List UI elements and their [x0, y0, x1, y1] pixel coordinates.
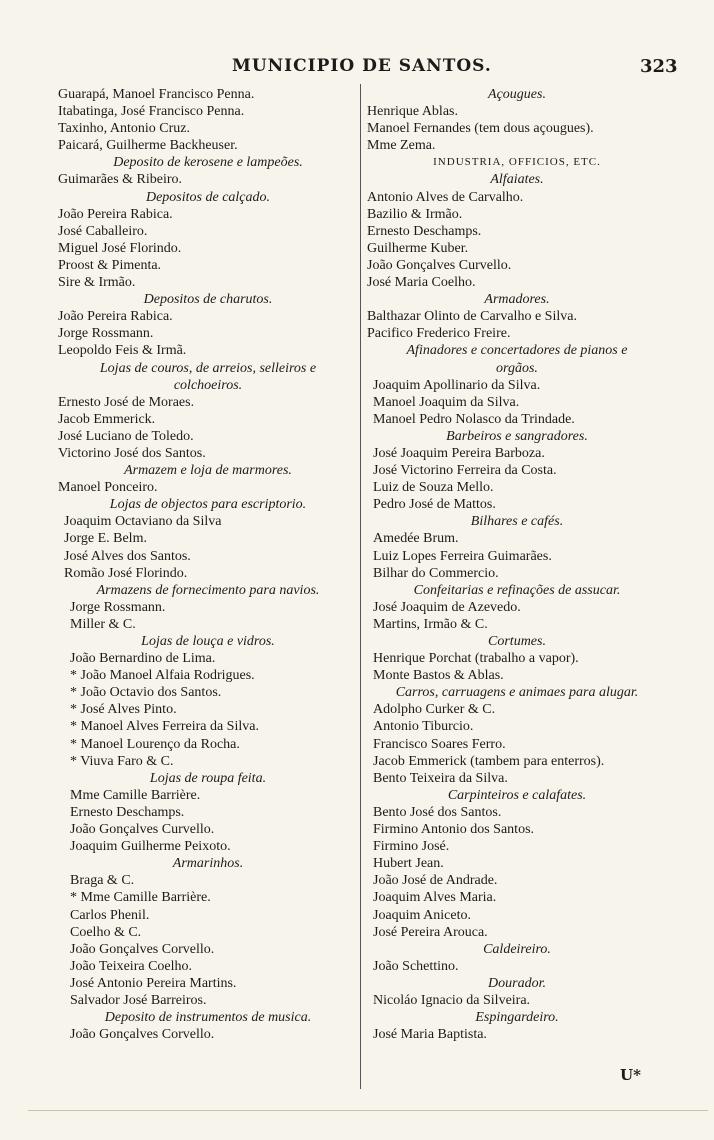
section-heading: Lojas de roupa feita. — [149, 770, 267, 786]
section-heading: Açougues. — [488, 87, 546, 102]
section-heading: Armazens de fornecimento para navios. — [96, 582, 320, 598]
directory-entry: Guarapá, Manoel Francisco Penna. — [58, 87, 255, 102]
directory-entry: Ernesto Deschamps. — [367, 223, 482, 239]
directory-entry: Francisco Soares Ferro. — [373, 736, 506, 752]
section-heading: Depositos de calçado. — [145, 189, 271, 205]
column-divider — [360, 84, 361, 1089]
directory-entry: João José de Andrade. — [373, 873, 498, 889]
directory-entry: Taxinho, Antonio Cruz. — [58, 121, 191, 137]
directory-entry: José Antonio Pereira Martins. — [70, 975, 237, 991]
directory-entry: Jacob Emmerick (tambem para enterros). — [373, 753, 605, 769]
directory-entry: Amedée Brum. — [373, 531, 459, 547]
page-edge — [28, 1110, 708, 1111]
directory-entry: João Pereira Rabica. — [58, 206, 173, 222]
directory-entry: * João Octavio dos Santos. — [70, 685, 222, 701]
section-heading: Cortumes. — [488, 634, 546, 649]
directory-entry: Adolpho Curker & C. — [373, 702, 496, 718]
directory-entry: * João Manoel Alfaia Rodrigues. — [70, 668, 255, 684]
directory-entry: José Luciano de Toledo. — [58, 428, 194, 444]
section-heading: Carros, carruagens e animaes para alugar. — [395, 685, 639, 701]
directory-entry: Joaquim Guilherme Peixoto. — [70, 839, 231, 855]
directory-entry: Antonio Alves de Carvalho. — [367, 189, 524, 205]
section-heading: Dourador. — [488, 975, 546, 991]
directory-entry: Miguel José Florindo. — [58, 240, 182, 256]
directory-entry: João Gonçalves Curvello. — [367, 257, 512, 273]
directory-entry: Jorge E. Belm. — [64, 531, 147, 547]
section-heading: Armadores. — [484, 292, 550, 308]
directory-entry: Salvador José Barreiros. — [70, 992, 207, 1008]
directory-entry: José Joaquim de Azevedo. — [373, 599, 521, 615]
directory-entry: Hubert Jean. — [373, 856, 444, 872]
directory-entry: Antonio Tiburcio. — [373, 719, 474, 735]
directory-entry: Henrique Porchat (trabalho a vapor). — [373, 651, 579, 667]
directory-entry: José Maria Coelho. — [367, 275, 476, 291]
directory-entry: Bento Teixeira da Silva. — [373, 770, 508, 786]
right-column — [367, 86, 667, 1043]
directory-entry: Luiz Lopes Ferreira Guimarães. — [373, 548, 552, 564]
directory-entry: Coelho & C. — [70, 924, 142, 940]
directory-entry: * Viuva Faro & C. — [70, 753, 174, 769]
directory-entry: Luiz de Souza Mello. — [373, 480, 494, 496]
directory-entry: Romão José Florindo. — [64, 565, 188, 581]
directory-entry: Joaquim Aniceto. — [373, 907, 471, 923]
directory-entry: Guimarães & Ribeiro. — [58, 172, 183, 188]
directory-entry: Manoel Fernandes (tem dous açougues). — [367, 121, 594, 137]
running-title: MUNICIPIO DE SANTOS. — [232, 56, 492, 76]
directory-entry: Mme Zema. — [367, 138, 436, 154]
directory-entry: Manoel Ponceiro. — [58, 480, 158, 496]
directory-entry: Bazilio & Irmão. — [367, 206, 463, 222]
directory-entry: Bento José dos Santos. — [373, 804, 502, 820]
directory-entry: * Manoel Lourenço da Rocha. — [70, 736, 240, 752]
directory-entry: * Manoel Alves Ferreira da Silva. — [70, 719, 259, 735]
directory-entry: Carlos Phenil. — [70, 907, 150, 923]
directory-entry: João Gonçalves Corvello. — [70, 1027, 215, 1043]
directory-entry: João Teixeira Coelho. — [70, 958, 193, 974]
directory-entry: Guilherme Kuber. — [367, 240, 469, 256]
section-heading: Armarinhos. — [172, 856, 244, 872]
directory-entry: José Pereira Arouca. — [373, 924, 488, 940]
directory-entry: Manoel Joaquim da Silva. — [373, 394, 520, 410]
section-heading: Espingardeiro. — [475, 1010, 559, 1026]
directory-entry: Leopoldo Feis & Irmã. — [58, 343, 187, 359]
section-heading: Deposito de kerosene e lampeões. — [113, 155, 303, 171]
directory-entry: José Victorino Ferreira da Costa. — [373, 463, 557, 479]
section-heading: Alfaiates. — [490, 172, 544, 188]
directory-entry: Pedro José de Mattos. — [373, 497, 496, 513]
section-heading: Armazem e loja de marmores. — [124, 463, 292, 479]
directory-entry: Proost & Pimenta. — [58, 257, 162, 273]
directory-entry: Nicoláo Ignacio da Silveira. — [373, 992, 531, 1008]
section-heading: Depositos de charutos. — [143, 292, 273, 308]
directory-entry: Jacob Emmerick. — [58, 411, 156, 427]
directory-entry: Jorge Rossmann. — [58, 326, 154, 342]
directory-entry: Ernesto José de Moraes. — [58, 394, 195, 410]
directory-entry: José Alves dos Santos. — [64, 548, 191, 564]
directory-entry: João Gonçalves Corvello. — [70, 941, 215, 957]
directory-entry: Monte Bastos & Ablas. — [373, 668, 504, 684]
directory-entry: João Gonçalves Curvello. — [70, 822, 215, 838]
directory-entry: Firmino José. — [373, 839, 450, 855]
section-heading: Lojas de louça e vidros. — [141, 634, 275, 649]
directory-entry: Firmino Antonio dos Santos. — [373, 822, 535, 838]
directory-entry: Balthazar Olinto de Carvalho e Silva. — [367, 309, 577, 325]
directory-entry: João Schettino. — [373, 958, 459, 974]
directory-entry: Manoel Pedro Nolasco da Trindade. — [373, 411, 575, 427]
directory-entry: Mme Camille Barrière. — [70, 787, 201, 803]
left-column — [58, 86, 358, 1043]
directory-entry: Joaquim Alves Maria. — [373, 890, 497, 906]
directory-entry: Jorge Rossmann. — [70, 599, 166, 615]
section-heading: orgãos. — [496, 360, 538, 376]
directory-entry: Joaquim Octaviano da Silva — [64, 514, 222, 530]
directory-entry: José Maria Baptista. — [373, 1027, 487, 1043]
section-heading: Bilhares e cafés. — [470, 514, 564, 530]
directory-entry: Henrique Ablas. — [367, 104, 458, 120]
directory-entry: José Joaquim Pereira Barboza. — [373, 445, 545, 461]
signature-mark: U* — [620, 1066, 641, 1084]
directory-entry: Martins, Irmão & C. — [373, 616, 488, 632]
section-heading: Afinadores e concertadores de pianos e — [406, 343, 628, 359]
section-heading: Carpinteiros e calafates. — [447, 787, 587, 803]
directory-entry: João Pereira Rabica. — [58, 309, 173, 325]
directory-entry: Ernesto Deschamps. — [70, 804, 185, 820]
directory-entry: Paicará, Guilherme Backheuser. — [58, 138, 238, 154]
directory-entry: Bilhar do Commercio. — [373, 565, 499, 581]
directory-entry: * Mme Camille Barrière. — [70, 890, 211, 906]
directory-entry: Miller & C. — [70, 616, 136, 632]
section-heading: Caldeireiro. — [483, 941, 551, 957]
section-heading: colchoeiros. — [173, 377, 243, 393]
directory-entry: Joaquim Apollinario da Silva. — [373, 377, 541, 393]
directory-entry: Sire & Irmão. — [58, 275, 136, 291]
directory-entry: João Bernardino de Lima. — [70, 651, 216, 667]
directory-entry: * José Alves Pinto. — [70, 702, 177, 718]
section-heading: Lojas de couros, de arreios, selleiros e — [99, 360, 317, 376]
section-heading: Lojas de objectos para escriptorio. — [109, 497, 307, 513]
page-header — [0, 56, 714, 80]
section-heading: Confeitarias e refinações de assucar. — [413, 582, 621, 598]
page-number: 323 — [640, 56, 678, 77]
directory-entry: José Caballeiro. — [58, 223, 148, 239]
category-heading: INDUSTRIA, OFFICIOS, ETC. — [433, 156, 601, 169]
directory-entry: Victorino José dos Santos. — [58, 445, 206, 461]
directory-entry: Braga & C. — [70, 873, 135, 889]
section-heading: Barbeiros e sangradores. — [446, 428, 588, 444]
directory-entry: Pacifico Frederico Freire. — [367, 326, 511, 342]
directory-entry: Itabatinga, José Francisco Penna. — [58, 104, 245, 120]
section-heading: Deposito de instrumentos de musica. — [104, 1010, 312, 1026]
